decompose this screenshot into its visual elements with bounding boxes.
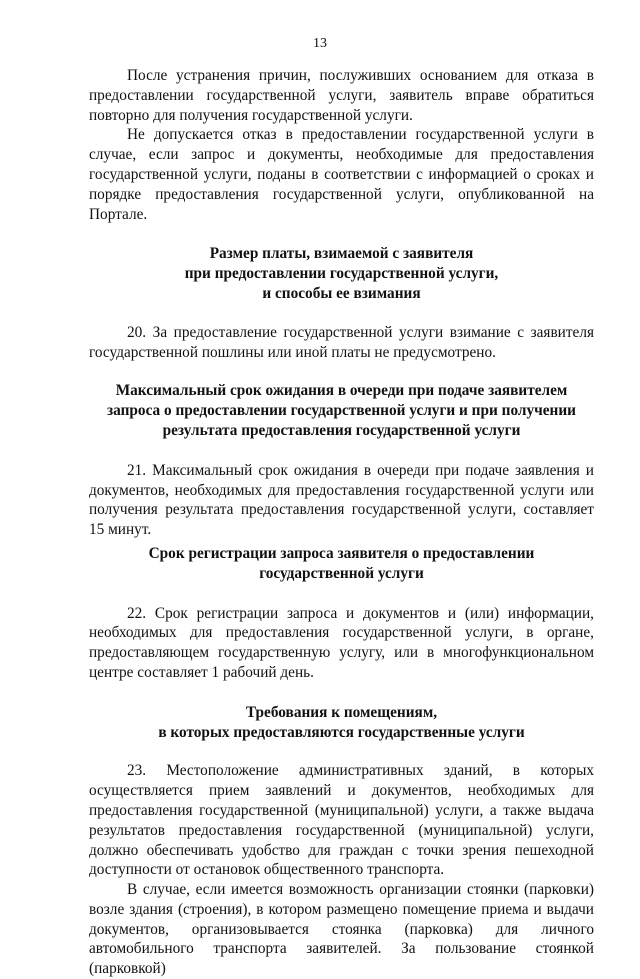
heading-queue: Максимальный срок ожидания в очереди при подаче заявителем запроса о предоставлении государственной услуги и при получении результата предоставления государственной услуги — [107, 382, 576, 439]
paragraph-20: 20. За предоставление государственной услуги взимание с заявителя государственной пошлины или иной платы не предусмотрено. — [89, 323, 594, 361]
paragraph-no-refusal: Не допускается отказ в предоставлении государственной услуги в случае, если запрос и документы, необходимые для предоставления государственной услуги, поданы в соответствии с информацией о сроках и порядке предоставления государственной услуги, опубликованной на Портале. — [89, 126, 594, 223]
page-number: 13 — [313, 36, 327, 51]
paragraph-parking: В случае, если имеется возможность организации стоянки (парковки) возле здания (строения), в котором размещено помещение приема и выдачи документов, организовывается стоянка (парковка) для личного автомобильного транспорта заявителей. За пользование стоянкой (парковкой) — [89, 881, 594, 978]
heading-premises: Требования к помещениям, в которых предоставляются государственные услуги — [158, 703, 525, 741]
paragraph-resubmit: После устранения причин, послуживших основанием для отказа в предоставлении государственной услуги, заявитель вправе обратиться повторно для получения государственной услуги. — [89, 67, 594, 124]
paragraph-21: 21. Максимальный срок ожидания в очереди при подаче заявления и документов, необходимых для предоставления государственной услуги или получения результата предоставления государственной услуги, составляет 15 минут. — [89, 461, 594, 539]
heading-fee: Размер платы, взимаемой с заявителя при предоставлении государственной услуги, и способы ее взимания — [184, 245, 499, 302]
paragraph-22: 22. Срок регистрации запроса и документов и (или) информации, необходимых для предоставления государственной услуги, в органе, предоставляющем государственную услугу, или в многофункциональном центре составляет 1 рабочий день. — [89, 604, 594, 681]
heading-registration: Срок регистрации запроса заявителя о предоставлении государственной услуги — [148, 544, 535, 582]
paragraph-23: 23. Местоположение административных зданий, в которых осуществляется прием заявлений и документов, необходимых для предоставления государственной (муниципальной) услуги, а также выдача результатов предоставления государственной (муниципальной) услуги, должно обеспечивать удобство для граждан с точки зрения пешеходной доступности от остановок общественного транспорта. — [89, 762, 594, 879]
page-content — [89, 66, 594, 979]
